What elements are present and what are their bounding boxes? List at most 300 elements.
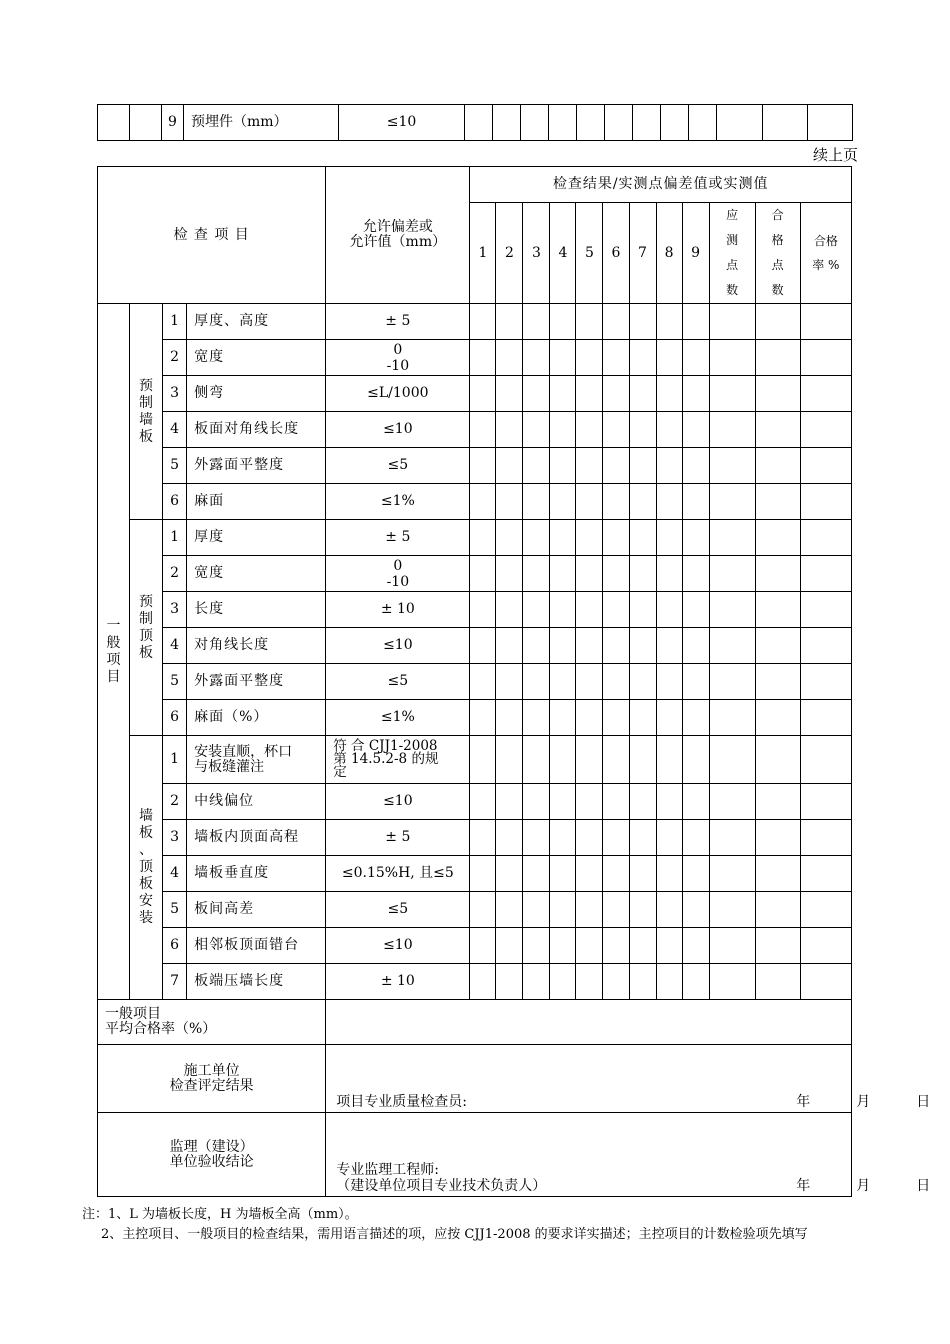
row-number: 6 bbox=[163, 700, 187, 736]
result-cell[interactable] bbox=[709, 964, 755, 1000]
result-cell[interactable] bbox=[709, 556, 755, 592]
result-cell[interactable] bbox=[523, 856, 550, 892]
result-cell[interactable] bbox=[755, 736, 800, 784]
result-cell[interactable] bbox=[755, 412, 800, 448]
result-cell[interactable] bbox=[576, 964, 603, 1000]
allowed-value: ≤5 bbox=[326, 892, 470, 928]
result-cell[interactable] bbox=[576, 556, 603, 592]
result-cell[interactable] bbox=[682, 448, 709, 484]
result-cell[interactable] bbox=[603, 928, 629, 964]
cell bbox=[717, 105, 763, 141]
result-cell[interactable] bbox=[470, 736, 496, 784]
result-cell[interactable] bbox=[603, 628, 629, 664]
cell bbox=[98, 105, 130, 141]
result-cell[interactable] bbox=[656, 784, 682, 820]
result-cell[interactable] bbox=[800, 484, 851, 520]
result-cell[interactable] bbox=[709, 448, 755, 484]
allowed-value: ≤1% bbox=[326, 700, 470, 736]
result-cell[interactable] bbox=[523, 820, 550, 856]
result-cell[interactable] bbox=[470, 520, 496, 556]
result-cell[interactable] bbox=[656, 820, 682, 856]
group-label: 墙 板 、 顶 板 安 装 bbox=[130, 736, 163, 1000]
month-label: 月 bbox=[856, 1178, 871, 1194]
engineer-label: 专业监理工程师: bbox=[336, 1162, 439, 1178]
row-number: 3 bbox=[163, 820, 187, 856]
result-cell[interactable] bbox=[576, 664, 603, 700]
result-cell[interactable] bbox=[755, 964, 800, 1000]
allowed-value: ± 10 bbox=[326, 592, 470, 628]
result-cell[interactable] bbox=[682, 520, 709, 556]
result-cell[interactable] bbox=[576, 484, 603, 520]
result-cell[interactable] bbox=[755, 520, 800, 556]
result-cell[interactable] bbox=[523, 700, 550, 736]
row-number: 5 bbox=[163, 448, 187, 484]
result-cell[interactable] bbox=[470, 304, 496, 340]
result-cell[interactable] bbox=[496, 700, 523, 736]
result-cell[interactable] bbox=[523, 520, 550, 556]
result-cell[interactable] bbox=[523, 784, 550, 820]
result-cell[interactable] bbox=[800, 304, 851, 340]
result-cell[interactable] bbox=[496, 340, 523, 376]
result-cell[interactable] bbox=[496, 856, 523, 892]
result-cell[interactable] bbox=[523, 964, 550, 1000]
result-cell[interactable] bbox=[682, 628, 709, 664]
allowed-value: 0 -10 bbox=[326, 340, 470, 376]
result-cell[interactable] bbox=[629, 628, 656, 664]
result-cell[interactable] bbox=[682, 484, 709, 520]
result-cell[interactable] bbox=[496, 784, 523, 820]
result-cell[interactable] bbox=[629, 520, 656, 556]
result-cell[interactable] bbox=[755, 592, 800, 628]
result-cell[interactable] bbox=[603, 736, 629, 784]
result-cell[interactable] bbox=[800, 448, 851, 484]
result-cell[interactable] bbox=[629, 376, 656, 412]
result-cell[interactable] bbox=[709, 736, 755, 784]
result-cell[interactable] bbox=[523, 340, 550, 376]
cell bbox=[521, 105, 549, 141]
header-test-points: 应 测 点 数 bbox=[709, 203, 755, 304]
row-number: 5 bbox=[163, 664, 187, 700]
allowed-value: ≤10 bbox=[326, 628, 470, 664]
result-cell[interactable] bbox=[523, 928, 550, 964]
result-cell[interactable] bbox=[800, 736, 851, 784]
result-cell[interactable] bbox=[800, 520, 851, 556]
result-cell[interactable] bbox=[550, 484, 576, 520]
result-cell[interactable] bbox=[656, 412, 682, 448]
result-cell[interactable] bbox=[470, 928, 496, 964]
result-cell[interactable] bbox=[603, 700, 629, 736]
result-cell[interactable] bbox=[629, 412, 656, 448]
item-name: 侧弯 bbox=[187, 376, 326, 412]
result-cell[interactable] bbox=[470, 628, 496, 664]
result-cell[interactable] bbox=[755, 892, 800, 928]
header-pass-points: 合 格 点 数 bbox=[755, 203, 800, 304]
row-number: 4 bbox=[163, 628, 187, 664]
result-cell[interactable] bbox=[576, 592, 603, 628]
result-cell[interactable] bbox=[709, 304, 755, 340]
result-cell[interactable] bbox=[682, 304, 709, 340]
supervision-unit-label: 监理（建设） 单位验收结论 bbox=[98, 1113, 326, 1197]
result-cell[interactable] bbox=[682, 376, 709, 412]
result-cell[interactable] bbox=[682, 736, 709, 784]
result-cell[interactable] bbox=[523, 628, 550, 664]
cell bbox=[763, 105, 808, 141]
result-cell[interactable] bbox=[709, 376, 755, 412]
item-name: 中线偏位 bbox=[187, 784, 326, 820]
category-general: 一 般 项 目 bbox=[98, 304, 130, 1000]
result-cell[interactable] bbox=[603, 964, 629, 1000]
result-cell[interactable] bbox=[800, 412, 851, 448]
result-cell[interactable] bbox=[656, 376, 682, 412]
result-cell[interactable] bbox=[550, 928, 576, 964]
result-cell[interactable] bbox=[629, 592, 656, 628]
result-cell[interactable] bbox=[496, 928, 523, 964]
result-cell[interactable] bbox=[496, 304, 523, 340]
result-cell[interactable] bbox=[682, 964, 709, 1000]
result-cell[interactable] bbox=[800, 820, 851, 856]
result-cell[interactable] bbox=[550, 664, 576, 700]
row-number: 1 bbox=[163, 736, 187, 784]
result-cell[interactable] bbox=[755, 700, 800, 736]
allowed-value: ≤L/1000 bbox=[326, 376, 470, 412]
result-cell[interactable] bbox=[800, 340, 851, 376]
result-cell[interactable] bbox=[656, 304, 682, 340]
result-cell[interactable] bbox=[709, 340, 755, 376]
result-cell[interactable] bbox=[496, 628, 523, 664]
row-number: 6 bbox=[163, 484, 187, 520]
result-cell[interactable] bbox=[709, 484, 755, 520]
result-cell[interactable] bbox=[629, 484, 656, 520]
result-cell[interactable] bbox=[656, 736, 682, 784]
result-cell[interactable] bbox=[755, 784, 800, 820]
result-cell[interactable] bbox=[709, 520, 755, 556]
result-cell[interactable] bbox=[709, 412, 755, 448]
result-cell[interactable] bbox=[550, 556, 576, 592]
result-cell[interactable] bbox=[550, 892, 576, 928]
result-cell[interactable] bbox=[629, 664, 656, 700]
result-cell[interactable] bbox=[550, 412, 576, 448]
result-cell[interactable] bbox=[603, 376, 629, 412]
result-cell[interactable] bbox=[709, 784, 755, 820]
result-cell[interactable] bbox=[603, 340, 629, 376]
result-cell[interactable] bbox=[576, 304, 603, 340]
item-name: 相邻板顶面错台 bbox=[187, 928, 326, 964]
result-cell[interactable] bbox=[523, 376, 550, 412]
item-name: 厚度 bbox=[187, 520, 326, 556]
result-cell[interactable] bbox=[550, 376, 576, 412]
result-cell[interactable] bbox=[629, 820, 656, 856]
result-cell[interactable] bbox=[800, 700, 851, 736]
month-label: 月 bbox=[856, 1094, 871, 1110]
result-cell[interactable] bbox=[709, 928, 755, 964]
result-cell[interactable] bbox=[629, 964, 656, 1000]
result-cell[interactable] bbox=[709, 628, 755, 664]
result-cell[interactable] bbox=[800, 928, 851, 964]
result-cell[interactable] bbox=[603, 412, 629, 448]
row-number: 2 bbox=[163, 784, 187, 820]
result-cell[interactable] bbox=[576, 412, 603, 448]
result-cell[interactable] bbox=[576, 784, 603, 820]
result-cell[interactable] bbox=[656, 556, 682, 592]
result-cell[interactable] bbox=[603, 304, 629, 340]
result-cell[interactable] bbox=[550, 628, 576, 664]
item-name: 长度 bbox=[187, 592, 326, 628]
result-cell[interactable] bbox=[496, 592, 523, 628]
result-cell[interactable] bbox=[603, 856, 629, 892]
result-cell[interactable] bbox=[496, 448, 523, 484]
result-cell[interactable] bbox=[603, 484, 629, 520]
result-cell[interactable] bbox=[470, 700, 496, 736]
result-cell[interactable] bbox=[496, 964, 523, 1000]
result-cell[interactable] bbox=[709, 664, 755, 700]
result-cell[interactable] bbox=[470, 412, 496, 448]
result-cell[interactable] bbox=[470, 892, 496, 928]
result-cell[interactable] bbox=[523, 484, 550, 520]
result-cell[interactable] bbox=[470, 664, 496, 700]
header-item: 检 查 项 目 bbox=[98, 167, 326, 304]
result-cell[interactable] bbox=[629, 892, 656, 928]
result-cell[interactable] bbox=[629, 448, 656, 484]
result-cell[interactable] bbox=[629, 928, 656, 964]
result-cell[interactable] bbox=[550, 304, 576, 340]
result-cell[interactable] bbox=[755, 628, 800, 664]
result-cell[interactable] bbox=[576, 856, 603, 892]
result-cell[interactable] bbox=[656, 700, 682, 736]
result-cell[interactable] bbox=[656, 592, 682, 628]
result-cell[interactable] bbox=[576, 700, 603, 736]
result-cell[interactable] bbox=[682, 340, 709, 376]
cell bbox=[465, 105, 493, 141]
inspection-table bbox=[97, 166, 931, 1197]
result-cell[interactable] bbox=[550, 964, 576, 1000]
previous-page-table bbox=[97, 104, 853, 141]
allowed-value: ≤1% bbox=[326, 484, 470, 520]
result-cell[interactable] bbox=[656, 856, 682, 892]
item-name: 麻面 bbox=[187, 484, 326, 520]
item-name: 对角线长度 bbox=[187, 628, 326, 664]
result-cell[interactable] bbox=[550, 700, 576, 736]
header-allowed: 允许偏差或 允许值（mm） bbox=[326, 167, 470, 304]
allowed-value: ≤10 bbox=[326, 784, 470, 820]
result-cell[interactable] bbox=[629, 304, 656, 340]
result-cell[interactable] bbox=[656, 448, 682, 484]
item-name: 宽度 bbox=[187, 340, 326, 376]
result-cell[interactable] bbox=[629, 556, 656, 592]
result-cell[interactable] bbox=[682, 700, 709, 736]
col-header: 9 bbox=[682, 203, 709, 304]
result-cell[interactable] bbox=[709, 856, 755, 892]
result-cell[interactable] bbox=[496, 892, 523, 928]
result-cell[interactable] bbox=[470, 376, 496, 412]
result-cell[interactable] bbox=[496, 664, 523, 700]
result-cell[interactable] bbox=[800, 628, 851, 664]
result-cell[interactable] bbox=[576, 892, 603, 928]
result-cell[interactable] bbox=[523, 448, 550, 484]
result-cell[interactable] bbox=[550, 340, 576, 376]
result-cell[interactable] bbox=[496, 484, 523, 520]
result-cell[interactable] bbox=[755, 340, 800, 376]
result-cell[interactable] bbox=[603, 784, 629, 820]
cell bbox=[633, 105, 661, 141]
result-cell[interactable] bbox=[629, 856, 656, 892]
cell bbox=[605, 105, 633, 141]
year-label: 年 bbox=[796, 1094, 811, 1110]
result-cell[interactable] bbox=[496, 736, 523, 784]
item-name: 宽度 bbox=[187, 556, 326, 592]
cell bbox=[689, 105, 717, 141]
result-cell[interactable] bbox=[470, 784, 496, 820]
result-cell[interactable] bbox=[800, 784, 851, 820]
result-cell[interactable] bbox=[496, 520, 523, 556]
result-cell[interactable] bbox=[603, 820, 629, 856]
result-cell[interactable] bbox=[550, 820, 576, 856]
result-cell[interactable] bbox=[656, 928, 682, 964]
allowed-value: ≤10 bbox=[326, 928, 470, 964]
result-cell[interactable] bbox=[682, 856, 709, 892]
result-cell[interactable] bbox=[709, 892, 755, 928]
construction-result[interactable] bbox=[326, 1045, 931, 1113]
cell bbox=[661, 105, 689, 141]
result-cell[interactable] bbox=[755, 664, 800, 700]
result-cell[interactable] bbox=[523, 556, 550, 592]
result-cell[interactable] bbox=[755, 820, 800, 856]
result-cell[interactable] bbox=[523, 892, 550, 928]
row-number: 4 bbox=[163, 412, 187, 448]
result-cell[interactable] bbox=[603, 448, 629, 484]
result-cell[interactable] bbox=[682, 820, 709, 856]
result-cell[interactable] bbox=[603, 592, 629, 628]
result-cell[interactable] bbox=[629, 340, 656, 376]
result-cell[interactable] bbox=[629, 700, 656, 736]
allowed-value: ≤10 bbox=[339, 105, 465, 141]
allowed-value: ± 5 bbox=[326, 820, 470, 856]
result-cell[interactable] bbox=[470, 856, 496, 892]
result-cell[interactable] bbox=[576, 520, 603, 556]
item-name: 外露面平整度 bbox=[187, 448, 326, 484]
result-cell[interactable] bbox=[603, 520, 629, 556]
result-cell[interactable] bbox=[656, 892, 682, 928]
row-number: 7 bbox=[163, 964, 187, 1000]
result-cell[interactable] bbox=[709, 592, 755, 628]
result-cell[interactable] bbox=[496, 376, 523, 412]
result-cell[interactable] bbox=[470, 964, 496, 1000]
result-cell[interactable] bbox=[682, 556, 709, 592]
average-rate-value[interactable] bbox=[326, 1000, 852, 1045]
result-cell[interactable] bbox=[682, 412, 709, 448]
result-cell[interactable] bbox=[603, 892, 629, 928]
item-name: 墙板内顶面高程 bbox=[187, 820, 326, 856]
result-cell[interactable] bbox=[656, 664, 682, 700]
result-cell[interactable] bbox=[550, 448, 576, 484]
result-cell[interactable] bbox=[656, 520, 682, 556]
row-number: 1 bbox=[163, 304, 187, 340]
result-cell[interactable] bbox=[656, 340, 682, 376]
cell bbox=[549, 105, 577, 141]
result-cell[interactable] bbox=[550, 856, 576, 892]
result-cell[interactable] bbox=[550, 736, 576, 784]
result-cell[interactable] bbox=[496, 820, 523, 856]
result-cell[interactable] bbox=[656, 628, 682, 664]
result-cell[interactable] bbox=[523, 664, 550, 700]
result-cell[interactable] bbox=[603, 664, 629, 700]
result-cell[interactable] bbox=[470, 556, 496, 592]
result-cell[interactable] bbox=[550, 520, 576, 556]
allowed-value: ≤0.15%H, 且≤5 bbox=[326, 856, 470, 892]
result-cell[interactable] bbox=[470, 820, 496, 856]
result-cell[interactable] bbox=[800, 592, 851, 628]
result-cell[interactable] bbox=[755, 484, 800, 520]
result-cell[interactable] bbox=[550, 784, 576, 820]
result-cell[interactable] bbox=[709, 700, 755, 736]
result-cell[interactable] bbox=[755, 928, 800, 964]
result-cell[interactable] bbox=[550, 592, 576, 628]
row-number: 2 bbox=[163, 340, 187, 376]
result-cell[interactable] bbox=[523, 592, 550, 628]
supervision-result[interactable] bbox=[326, 1113, 931, 1197]
result-cell[interactable] bbox=[800, 664, 851, 700]
result-cell[interactable] bbox=[755, 448, 800, 484]
cell bbox=[808, 105, 853, 141]
result-cell[interactable] bbox=[576, 736, 603, 784]
result-cell[interactable] bbox=[800, 892, 851, 928]
result-cell[interactable] bbox=[496, 556, 523, 592]
average-rate-label: 一般项目 平均合格率（%） bbox=[98, 1000, 326, 1045]
result-cell[interactable] bbox=[755, 376, 800, 412]
result-cell[interactable] bbox=[523, 736, 550, 784]
result-cell[interactable] bbox=[576, 628, 603, 664]
result-cell[interactable] bbox=[576, 448, 603, 484]
result-cell[interactable] bbox=[682, 892, 709, 928]
result-cell[interactable] bbox=[470, 448, 496, 484]
result-cell[interactable] bbox=[682, 928, 709, 964]
note-1: 注：1、L 为墙板长度，H 为墙板全高（mm）。 bbox=[82, 1207, 358, 1222]
result-cell[interactable] bbox=[470, 484, 496, 520]
result-cell[interactable] bbox=[470, 592, 496, 628]
item-name: 板端压墙长度 bbox=[187, 964, 326, 1000]
header-pass-rate: 合格 率 % bbox=[800, 203, 851, 304]
result-cell[interactable] bbox=[576, 928, 603, 964]
result-cell[interactable] bbox=[682, 664, 709, 700]
note-2: 2、主控项目、一般项目的检查结果，需用语言描述的项，应按 CJJ1-2008 的要求详实描述；主控项目的计数检验项先填写 bbox=[101, 1227, 808, 1242]
result-cell[interactable] bbox=[523, 304, 550, 340]
result-cell[interactable] bbox=[755, 304, 800, 340]
allowed-value: ± 5 bbox=[326, 304, 470, 340]
result-cell[interactable] bbox=[682, 592, 709, 628]
result-cell[interactable] bbox=[755, 556, 800, 592]
result-cell[interactable] bbox=[800, 964, 851, 1000]
result-cell[interactable] bbox=[800, 376, 851, 412]
result-cell[interactable] bbox=[576, 820, 603, 856]
result-cell[interactable] bbox=[800, 556, 851, 592]
result-cell[interactable] bbox=[629, 784, 656, 820]
result-cell[interactable] bbox=[496, 412, 523, 448]
result-cell[interactable] bbox=[656, 484, 682, 520]
cell bbox=[577, 105, 605, 141]
result-cell[interactable] bbox=[682, 784, 709, 820]
item-name: 预埋件（mm） bbox=[184, 105, 339, 141]
result-cell[interactable] bbox=[523, 412, 550, 448]
result-cell[interactable] bbox=[576, 340, 603, 376]
result-cell[interactable] bbox=[755, 856, 800, 892]
col-header: 1 bbox=[470, 203, 496, 304]
result-cell[interactable] bbox=[800, 856, 851, 892]
result-cell[interactable] bbox=[656, 964, 682, 1000]
result-cell[interactable] bbox=[576, 376, 603, 412]
result-cell[interactable] bbox=[629, 736, 656, 784]
result-cell[interactable] bbox=[470, 340, 496, 376]
result-cell[interactable] bbox=[709, 820, 755, 856]
result-cell[interactable] bbox=[603, 556, 629, 592]
